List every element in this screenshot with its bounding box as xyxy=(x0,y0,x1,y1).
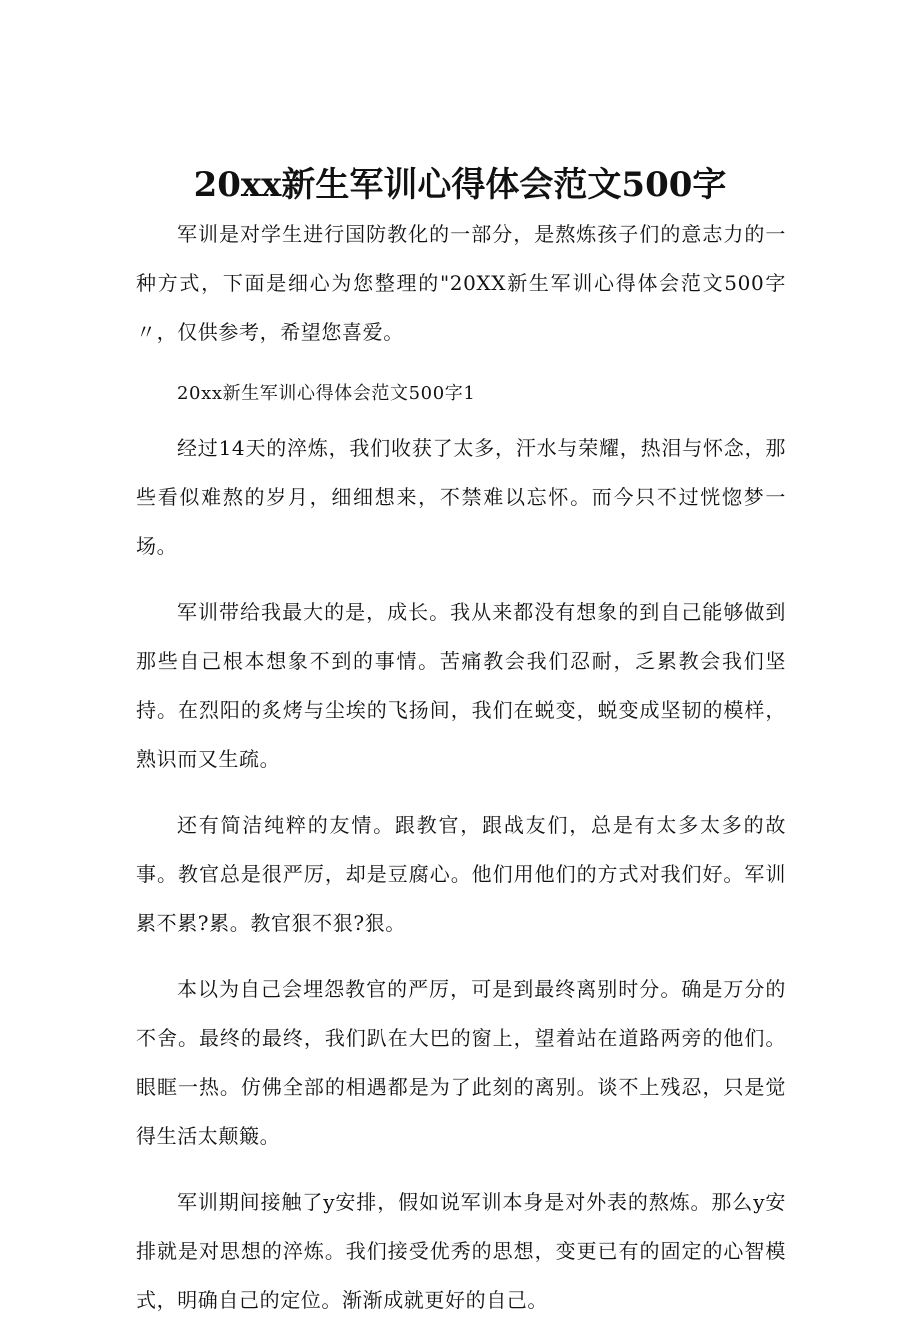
section-heading: 20xx新生军训心得体会范文500字1 xyxy=(177,383,476,404)
document-body xyxy=(136,210,786,1342)
body-paragraph: 军训期间接触了y安排，假如说军训本身是对外表的熬炼。那么y安排就是对思想的淬炼。我们接受优秀的思想，变更已有的固定的心智模式，明确自己的定位。渐渐成就更好的自己。 xyxy=(136,1190,786,1312)
document-title: 20xx新生军训心得体会范文500字 xyxy=(193,164,727,205)
body-paragraph: 军训带给我最大的是，成长。我从来都没有想象的到自己能够做到那些自己根本想象不到的事情。苦痛教会我们忍耐，乏累教会我们坚持。在烈阳的炙烤与尘埃的飞扬间，我们在蜕变，蜕变成坚韧的模样，熟识而又生疏。 xyxy=(136,600,786,771)
body-paragraph: 还有简洁纯粹的友情。跟教官，跟战友们，总是有太多太多的故事。教官总是很严厉，却是豆腐心。他们用他们的方式对我们好。军训累不累?累。教官狠不狠?狠。 xyxy=(136,813,786,935)
body-paragraph: 本以为自己会埋怨教官的严厉，可是到最终离别时分。确是万分的不舍。最终的最终，我们趴在大巴的窗上，望着站在道路两旁的他们。眼眶一热。仿佛全部的相遇都是为了此刻的离别。谈不上残忍，只是觉得生活太颠簸。 xyxy=(136,977,786,1148)
intro-paragraph: 军训是对学生进行国防教化的一部分，是熬炼孩子们的意志力的一种方式，下面是细心为您整理的"20XX新生军训心得体会范文500字〃，仅供参考，希望您喜爱。 xyxy=(136,222,786,344)
body-paragraph: 经过14天的淬炼，我们收获了太多，汗水与荣耀，热泪与怀念，那些看似难熬的岁月，细细想来，不禁难以忘怀。而今只不过恍惚梦一场。 xyxy=(136,436,786,558)
